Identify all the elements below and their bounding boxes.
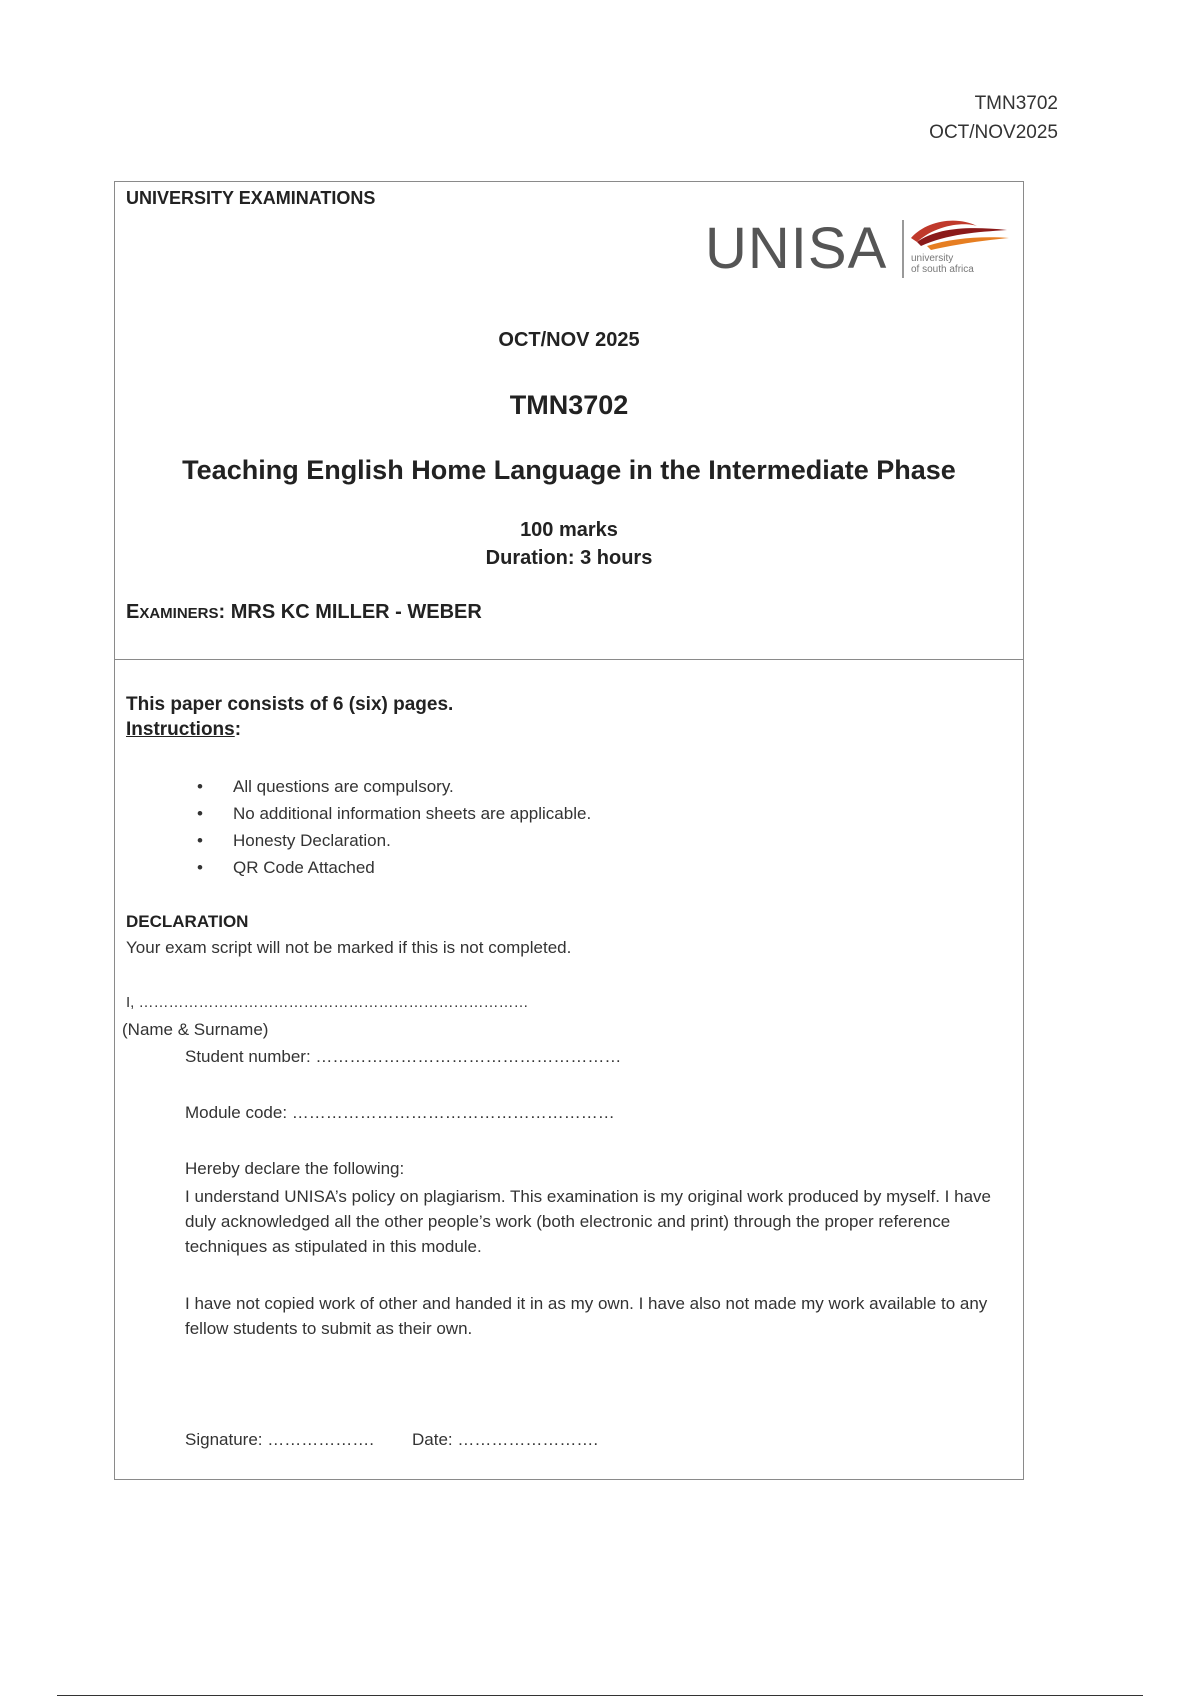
declaration-note: Your exam script will not be marked if this is not completed. — [126, 938, 572, 957]
instructions-heading-text: Instructions — [126, 719, 235, 740]
examiners-value: : MRS KC MILLER - WEBER — [218, 601, 482, 623]
instructions-heading-colon: : — [234, 719, 242, 740]
declaration-intro: Hereby declare the following: — [185, 1159, 405, 1178]
logo-divider — [902, 220, 904, 278]
bullet-icon: • — [197, 858, 203, 877]
examiners-line — [126, 601, 482, 624]
examiners-label-first: E — [126, 601, 140, 623]
instruction-text: No additional information sheets are applicable. — [233, 804, 592, 823]
instruction-text: QR Code Attached — [233, 858, 375, 877]
declaration-heading: DECLARATION — [126, 912, 249, 931]
list-item — [197, 773, 591, 800]
student-number-field[interactable]: Student number: ……………………………………………… — [185, 1047, 622, 1066]
header-module-code: TMN3702 — [974, 93, 1058, 114]
module-code-field[interactable]: Module code: ………………………………………………… — [185, 1103, 615, 1122]
bullet-icon: • — [197, 831, 203, 850]
instruction-text: All questions are compulsory. — [233, 777, 454, 796]
header-period: OCT/NOV2025 — [929, 122, 1058, 143]
footer-rule — [57, 1695, 1143, 1696]
logo-subline-1: university — [911, 253, 954, 264]
cover-frame — [114, 181, 1024, 1480]
examiners-label-rest: XAMINERS — [139, 605, 219, 622]
instructions-heading — [126, 719, 241, 741]
declaration-paragraph-1: I understand UNISA’s policy on plagiarism. This examination is my original work produced by myself. I have duly acknowledged all the other people’s work (both electronic and print) through the proper reference techniques as stipulated in this module. — [185, 1187, 991, 1256]
list-item — [197, 800, 591, 827]
bullet-icon: • — [197, 804, 203, 823]
instructions-list — [197, 773, 591, 881]
section-divider — [115, 659, 1023, 660]
logo-subline-2: of south africa — [911, 264, 974, 275]
total-marks: 100 marks — [520, 519, 618, 541]
module-code: TMN3702 — [509, 390, 629, 420]
exam-period: OCT/NOV 2025 — [498, 329, 640, 351]
exam-duration: Duration: 3 hours — [485, 547, 653, 569]
name-caption: (Name & Surname) — [122, 1020, 269, 1039]
signature-field[interactable]: Signature: ………………. — [185, 1430, 374, 1449]
unisa-logo — [705, 214, 1015, 284]
university-examinations-label: UNIVERSITY EXAMINATIONS — [126, 188, 376, 208]
logo-swoosh-icon — [907, 216, 1011, 256]
list-item — [197, 854, 591, 881]
pages-note: This paper consists of 6 (six) pages. — [126, 694, 454, 715]
name-field[interactable]: I, …………………………………………………………………… — [126, 994, 529, 1011]
declaration-paragraph-2: I have not copied work of other and handed it in as my own. I have also not made my work available to any fellow students to submit as their own. — [185, 1294, 988, 1338]
date-field[interactable]: Date: ……………………. — [412, 1430, 599, 1449]
instruction-text: Honesty Declaration. — [233, 831, 391, 850]
logo-wordmark: UNISA — [705, 216, 888, 281]
list-item — [197, 827, 591, 854]
bullet-icon: • — [197, 777, 203, 796]
module-title: Teaching English Home Language in the Intermediate Phase — [182, 455, 956, 485]
